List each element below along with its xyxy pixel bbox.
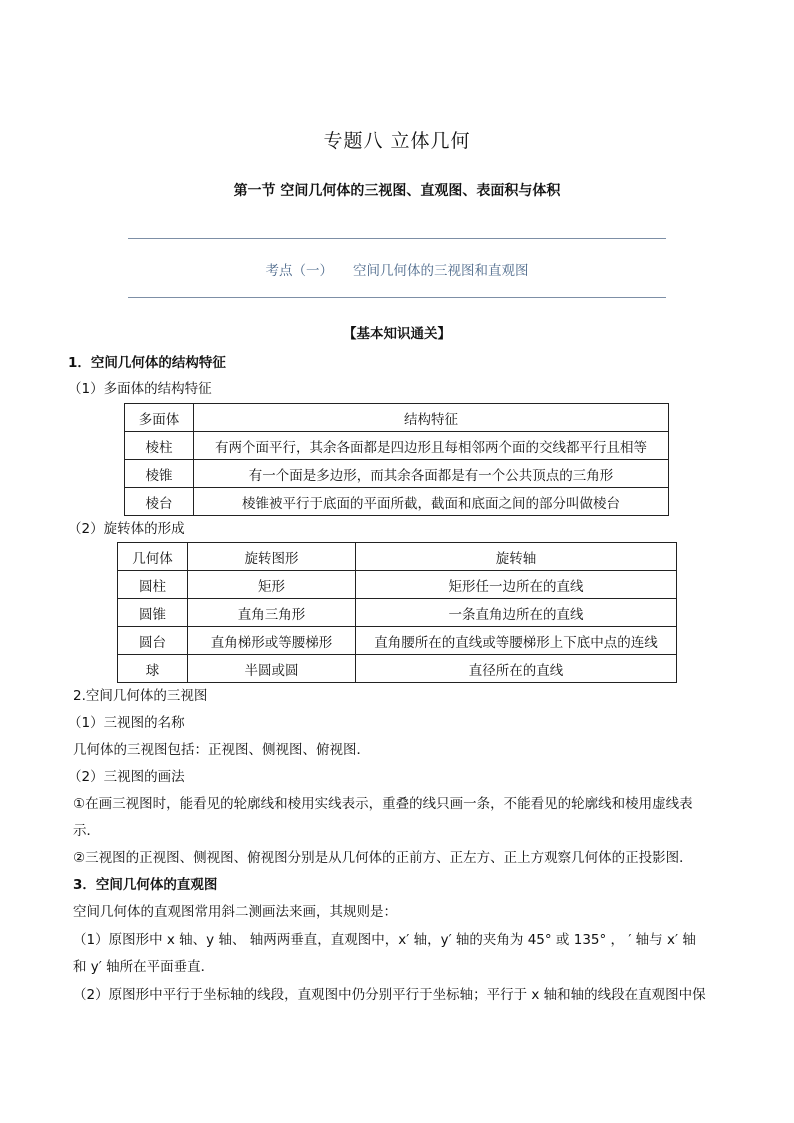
table-header-cell: 多面体	[125, 404, 194, 432]
table-row	[125, 404, 669, 432]
table-row	[118, 571, 677, 599]
table-header-cell: 旋转图形	[188, 543, 356, 571]
table-cell: 直径所在的直线	[356, 655, 677, 683]
kaodian-text: 空间几何体的三视图和直观图	[353, 263, 529, 279]
kaodian-heading	[0, 259, 794, 279]
section-2-sub-2: （2）三视图的画法	[68, 769, 185, 785]
section-2-sub-1: （1）三视图的名称	[68, 715, 185, 731]
table-row	[125, 432, 669, 460]
table-cell: 圆锥	[118, 599, 188, 627]
table-cell: 圆柱	[118, 571, 188, 599]
section-1-sub-1: （1）多面体的结构特征	[68, 381, 212, 397]
section-3-para-1: 空间几何体的直观图常用斜二测画法来画，其规则是：	[73, 904, 397, 920]
page-title: 专题八 立体几何	[323, 130, 471, 152]
table-cell: 球	[118, 655, 188, 683]
section-3-rule-2: （2）原图形中平行于坐标轴的线段，直观图中仍分别平行于坐标轴；平行于 x 轴和轴的线段在直观图中保	[73, 987, 706, 1003]
section-2-para-3: ②三视图的正视图、侧视图、俯视图分别是从几何体的正前方、正左方、正上方观察几何体的正投影图．	[73, 850, 693, 866]
table-cell: 有两个面平行，其余各面都是四边形且每相邻两个面的交线都平行且相等	[194, 432, 669, 460]
table-row	[118, 543, 677, 571]
table-cell: 矩形任一边所在的直线	[356, 571, 677, 599]
polyhedron-table	[124, 403, 669, 516]
section-2-para-2a: ①在画三视图时，能看见的轮廓线和棱用实线表示，重叠的线只画一条，不能看见的轮廓线和棱用虚线表	[73, 796, 693, 812]
section-2-heading: 2.空间几何体的三视图	[73, 688, 208, 704]
table-cell: 直角梯形或等腰梯形	[188, 627, 356, 655]
table-cell: 半圆或圆	[188, 655, 356, 683]
table-cell: 棱锥被平行于底面的平面所截，截面和底面之间的部分叫做棱台	[194, 488, 669, 516]
table-header-cell: 结构特征	[194, 404, 669, 432]
table-cell: 直角三角形	[188, 599, 356, 627]
table-cell: 矩形	[188, 571, 356, 599]
table-cell: 棱柱	[125, 432, 194, 460]
table-cell: 直角腰所在的直线或等腰梯形上下底中点的连线	[356, 627, 677, 655]
divider-bottom	[128, 297, 666, 298]
section-2-para-1: 几何体的三视图包括：正视图、侧视图、俯视图．	[73, 742, 370, 758]
section-1-heading: 1．空间几何体的结构特征	[68, 355, 226, 371]
table-row	[125, 488, 669, 516]
basic-knowledge-heading: 【基本知识通关】	[343, 326, 451, 342]
section-2-para-2b: 示．	[73, 823, 100, 839]
section-3-heading: 3．空间几何体的直观图	[73, 877, 218, 893]
table-header-cell: 旋转轴	[356, 543, 677, 571]
solid-of-revolution-table	[117, 542, 677, 683]
kaodian-label: 考点（一）	[265, 263, 333, 279]
section-3-rule-1b: 和 y′ 轴所在平面垂直．	[73, 959, 215, 975]
divider-top	[128, 238, 666, 239]
table-row	[118, 655, 677, 683]
table-cell: 一条直角边所在的直线	[356, 599, 677, 627]
table-header-cell: 几何体	[118, 543, 188, 571]
table-cell: 棱锥	[125, 460, 194, 488]
table-cell: 圆台	[118, 627, 188, 655]
table-row	[125, 460, 669, 488]
table-cell: 有一个面是多边形，而其余各面都是有一个公共顶点的三角形	[194, 460, 669, 488]
table-row	[118, 599, 677, 627]
table-row	[118, 627, 677, 655]
section-3-rule-1a: （1）原图形中 x 轴、y 轴、 轴两两垂直，直观图中，x′ 轴，y′ 轴的夹角为 45° 或 135° ， ′ 轴与 x′ 轴	[73, 932, 696, 948]
section-1-sub-2: （2）旋转体的形成	[68, 521, 185, 537]
table-cell: 棱台	[125, 488, 194, 516]
section-title: 第一节 空间几何体的三视图、直观图、表面积与体积	[233, 183, 561, 199]
